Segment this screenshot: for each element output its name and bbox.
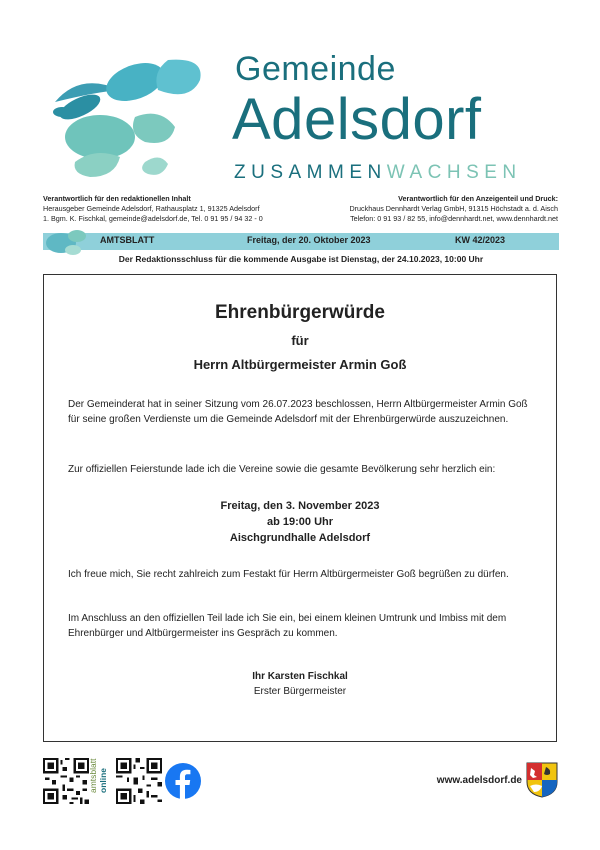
event-time: ab 19:00 Uhr <box>266 516 334 528</box>
website-link[interactable]: www.adelsdorf.de <box>436 775 522 786</box>
signature-name: Ihr Karsten Fischkal <box>252 671 348 682</box>
logo-drops-graphic <box>40 52 210 187</box>
advertising-responsibility <box>298 194 558 224</box>
announcement-for: für <box>291 333 309 348</box>
editorial-line1: Herausgeber Gemeinde Adelsdorf, Rathausplatz 1, 91325 Adelsdorf <box>43 204 260 213</box>
event-location: Aischgrundhalle Adelsdorf <box>229 532 371 544</box>
qr-code-icon[interactable] <box>43 758 89 804</box>
advertising-line2: Telefon: 0 91 93 / 82 55, info@dennhardt.net, www.dennhardt.net <box>350 214 558 223</box>
online-text: online <box>98 767 108 793</box>
paragraph-invitation: Zur offiziellen Feierstunde lade ich die Vereine sowie die gesamte Bevölkerung sehr herzlich ein: <box>68 464 496 475</box>
slogan-part1: ZUSAMMEN <box>234 162 387 183</box>
amtsblatt-label: AMTSBLATT <box>100 235 155 245</box>
editorial-responsibility <box>43 194 303 224</box>
paragraph-decision: Der Gemeinderat hat in seiner Sitzung vom 26.07.2023 beschlossen, Herrn Altbürgermeister Armin Goß für seine großen Verdienste um die Gemeinde Adelsdorf mit der Ehrenbürgerwürde auszuzeichnen. <box>68 399 528 425</box>
calendar-week: KW 42/2023 <box>455 235 506 245</box>
editorial-heading: Verantwortlich für den redaktionellen Inhalt <box>43 194 191 203</box>
title-gemeinde: Gemeinde <box>235 50 396 88</box>
editorial-deadline: Der Redaktionsschluss für die kommende Ausgabe ist Dienstag, der 24.10.2023, 10:00 Uhr <box>118 254 484 264</box>
slogan-part2: WACHSEN <box>386 162 522 183</box>
paragraph-reception: Im Anschluss an den offiziellen Teil lade ich Sie ein, bei einem kleinen Umtrunk und Imbiss mit dem Ehrenbürger und Altbürgermeister ins Gespräch zu kommen. <box>68 613 507 639</box>
amtsblatt-online-label <box>90 757 112 805</box>
announcement-honoree: Herrn Altbürgermeister Armin Goß <box>193 357 407 372</box>
issue-date: Freitag, der 20. Oktober 2023 <box>247 235 371 245</box>
signature-role: Erster Bürgermeister <box>253 686 347 697</box>
paragraph-welcome: Ich freue mich, Sie recht zahlreich zum Festakt für Herrn Altbürgermeister Goß begrüßen zu dürfen. <box>68 569 509 580</box>
bar-drops-graphic <box>43 226 91 256</box>
title-adelsdorf: Adelsdorf <box>232 87 482 152</box>
facebook-icon[interactable] <box>165 763 201 799</box>
event-date: Freitag, den 3. November 2023 <box>220 500 380 512</box>
announcement-heading: Ehrenbürgerwürde <box>215 302 385 323</box>
advertising-heading: Verantwortlich für den Anzeigenteil und Druck: <box>398 194 558 203</box>
amtsblatt-text: amtsblatt <box>88 758 98 793</box>
coat-of-arms-icon <box>526 762 558 798</box>
editorial-line2: 1. Bgm. K. Fischkal, gemeinde@adelsdorf.de, Tel. 0 91 95 / 94 32 - 0 <box>43 214 263 223</box>
qr-code-icon[interactable] <box>116 758 162 804</box>
advertising-line1: Druckhaus Dennhardt Verlag GmbH, 91315 Höchstadt a. d. Aisch <box>349 204 558 213</box>
slogan <box>234 162 522 184</box>
